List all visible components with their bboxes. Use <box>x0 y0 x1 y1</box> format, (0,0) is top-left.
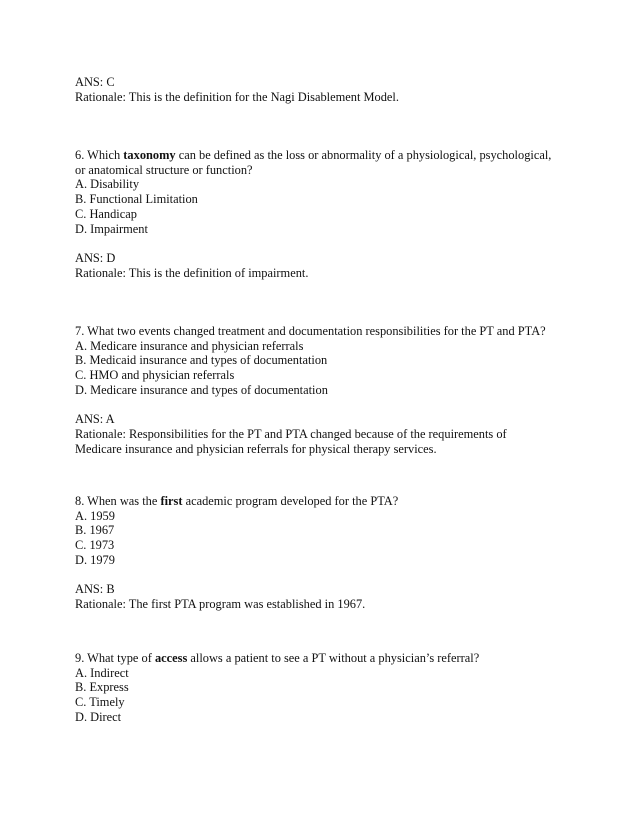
question-9 <box>75 651 575 725</box>
option-b: B. 1967 <box>75 523 115 538</box>
answer-label: ANS: A <box>75 412 115 427</box>
option-b: B. Functional Limitation <box>75 192 198 207</box>
option-d: D. Impairment <box>75 221 148 236</box>
rationale-text-continued: Medicare insurance and physician referrals for physical therapy services. <box>75 441 437 456</box>
question-stem: 6. Which taxonomy can be defined as the loss or abnormality of a physiological, psychological, <box>75 148 552 162</box>
question-stem: 7. What two events changed treatment and documentation responsibilities for the PT and PTA? <box>75 324 546 338</box>
option-c: C. 1973 <box>75 538 115 553</box>
answer-label: ANS: D <box>75 250 116 265</box>
rationale-text: Rationale: The first PTA program was established in 1967. <box>75 596 366 611</box>
option-a: A. Disability <box>75 177 140 192</box>
rationale-text: Rationale: Responsibilities for the PT and PTA changed because of the requirements of <box>75 426 507 441</box>
spacer <box>75 398 575 413</box>
rationale-text: Rationale: This is the definition of impairment. <box>75 265 309 280</box>
question-keyword: taxonomy <box>123 148 176 162</box>
option-d: D. Medicare insurance and types of documentation <box>75 382 328 397</box>
option-b: B. Express <box>75 680 129 695</box>
rationale-text: Rationale: This is the definition for the Nagi Disablement Model. <box>75 89 399 104</box>
question-6 <box>75 148 575 280</box>
option-a: A. Medicare insurance and physician referrals <box>75 338 304 353</box>
question-8 <box>75 494 575 612</box>
spacer <box>75 236 575 251</box>
option-c: C. Handicap <box>75 206 137 221</box>
option-a: A. 1959 <box>75 508 115 523</box>
spacer <box>75 568 575 583</box>
option-b: B. Medicaid insurance and types of documentation <box>75 353 328 368</box>
question-stem: 8. When was the first academic program developed for the PTA? <box>75 494 399 508</box>
question-stem-continued: or anatomical structure or function? <box>75 162 253 177</box>
option-c: C. Timely <box>75 695 125 710</box>
answer-block-5 <box>75 75 575 104</box>
question-keyword: first <box>160 494 183 508</box>
option-d: D. 1979 <box>75 552 115 567</box>
option-a: A. Indirect <box>75 665 129 680</box>
question-stem: 9. What type of access allows a patient to see a PT without a physician’s referral? <box>75 651 480 665</box>
question-keyword: access <box>154 651 188 665</box>
answer-label: ANS: C <box>75 75 115 89</box>
option-c: C. HMO and physician referrals <box>75 368 235 383</box>
option-d: D. Direct <box>75 709 122 724</box>
question-7 <box>75 324 575 456</box>
answer-label: ANS: B <box>75 582 115 597</box>
